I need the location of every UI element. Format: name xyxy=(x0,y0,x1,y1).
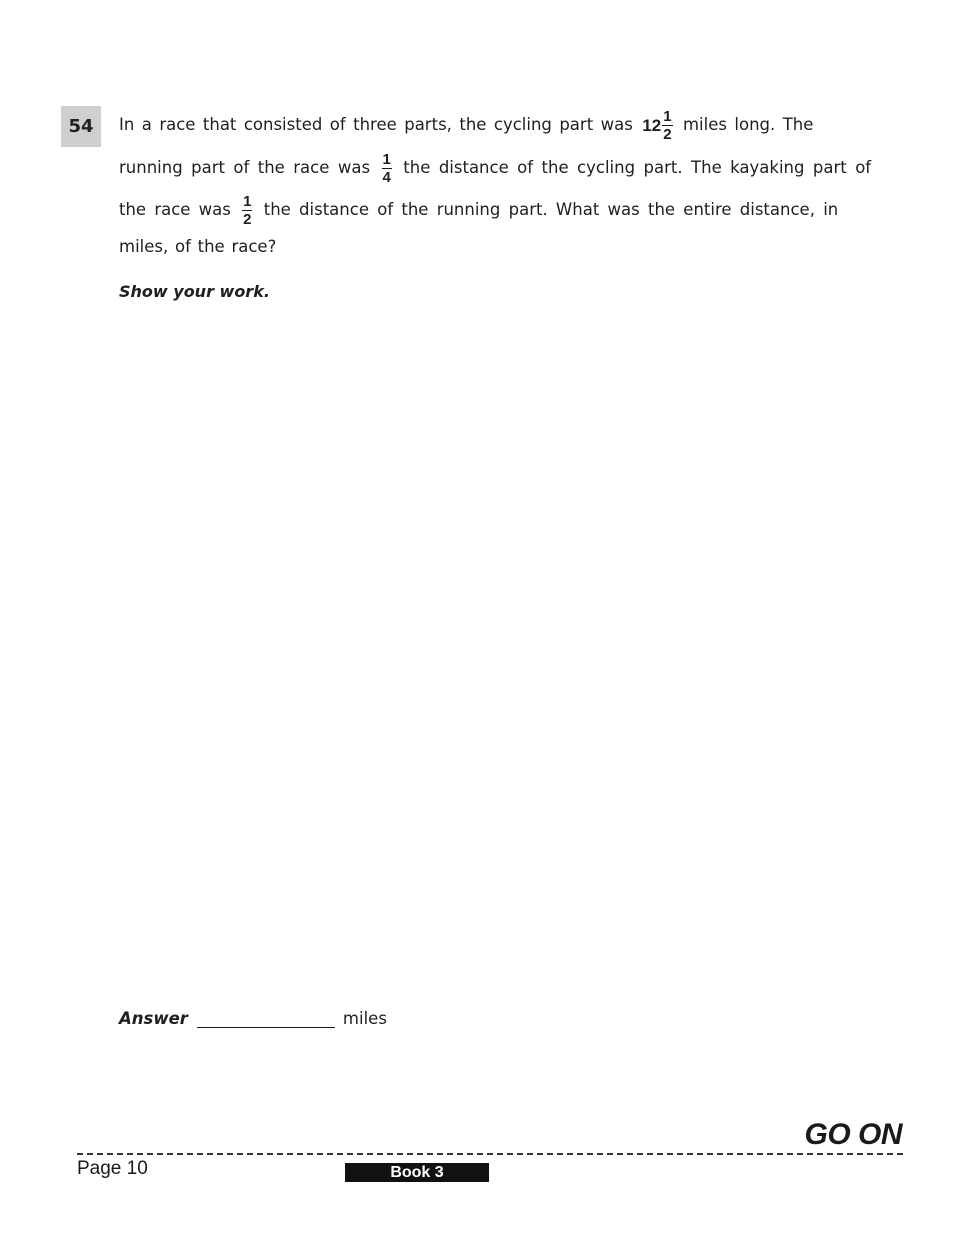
cycling-fraction xyxy=(662,109,672,142)
show-work-instruction: Show your work. xyxy=(119,282,270,301)
question-text: the distance of the running part. What was the entire distance, in xyxy=(263,200,839,219)
page-number: Page 10 xyxy=(77,1158,148,1179)
answer-row xyxy=(119,1009,387,1028)
question-number: 54 xyxy=(61,106,101,147)
question-line-2 xyxy=(119,152,879,185)
running-fraction xyxy=(382,152,392,185)
fraction-numerator: 1 xyxy=(243,193,252,210)
answer-label: Answer xyxy=(119,1009,188,1028)
question-text: running part of the race was xyxy=(119,158,371,177)
go-on-text: GO ON xyxy=(804,1118,902,1151)
question-text: miles, of the race? xyxy=(119,237,277,256)
book-label: Book 3 xyxy=(345,1163,489,1182)
footer-divider xyxy=(77,1153,903,1155)
question-text: In a race that consisted of three parts, the cycling part was xyxy=(119,115,633,134)
answer-blank[interactable] xyxy=(197,1009,335,1028)
question-text: the race was xyxy=(119,200,231,219)
question-text: the distance of the cycling part. The kayaking part of xyxy=(403,158,872,177)
answer-unit: miles xyxy=(342,1009,387,1028)
fraction-numerator: 1 xyxy=(663,108,672,125)
question-line-4 xyxy=(119,236,879,258)
question-line-3 xyxy=(119,194,879,227)
kayaking-fraction xyxy=(242,194,252,227)
cycling-whole: 12 xyxy=(642,115,662,135)
fraction-denominator: 2 xyxy=(243,211,252,228)
question-line-1 xyxy=(119,109,879,142)
question-text: miles long. The xyxy=(682,115,814,134)
fraction-numerator: 1 xyxy=(382,151,391,168)
fraction-denominator: 2 xyxy=(663,126,672,143)
fraction-denominator: 4 xyxy=(382,169,391,186)
cycling-mixed-number xyxy=(642,109,675,142)
